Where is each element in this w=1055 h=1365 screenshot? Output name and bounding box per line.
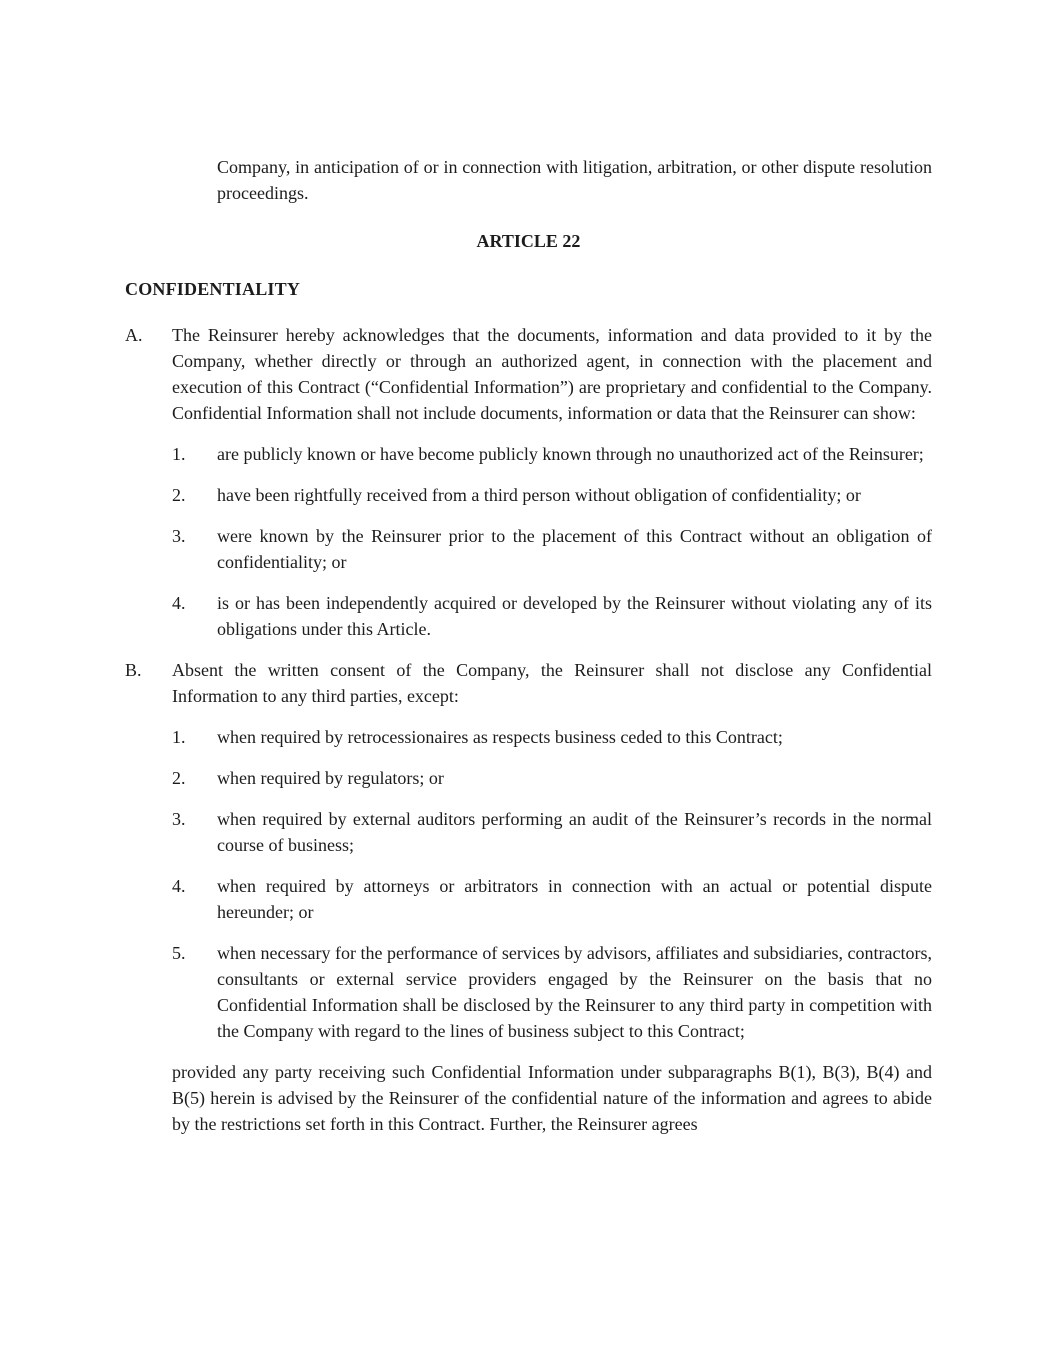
- item-number: 4.: [172, 593, 186, 613]
- clause-b-item-3: [172, 806, 932, 858]
- item-number: 2.: [172, 485, 186, 505]
- item-number: 4.: [172, 876, 186, 896]
- item-text: is or has been independently acquired or developed by the Reinsurer without violating any of its obligations under this Article.: [217, 593, 932, 639]
- clause-b-item-4: [172, 873, 932, 925]
- item-number: 1.: [172, 444, 186, 464]
- clause-b-item-2: [172, 765, 932, 791]
- item-text: are publicly known or have become publicly known through no unauthorized act of the Reinsurer;: [217, 444, 924, 464]
- clause-a-item-4: [172, 590, 932, 642]
- item-number: 1.: [172, 727, 186, 747]
- clause-a-item-2: [172, 482, 932, 508]
- clause-b-item-1: [172, 724, 932, 750]
- clause-a: [125, 322, 932, 642]
- closing-paragraph: provided any party receiving such Confidential Information under subparagraphs B(1), B(3), B(4) and B(5) herein is advised by the Reinsurer of the confidential nature of the information and agrees to abide by the restrictions set forth in this Contract. Further, the Reinsurer agrees: [172, 1062, 932, 1134]
- continuation-paragraph: Company, in anticipation of or in connection with litigation, arbitration, or other dispute resolution proceedings.: [217, 157, 932, 203]
- item-text: when required by regulators; or: [217, 768, 444, 788]
- clause-b-item-5: [172, 940, 932, 1044]
- item-text: when required by attorneys or arbitrators in connection with an actual or potential dispute hereunder; or: [217, 876, 932, 922]
- clause-a-item-3: [172, 523, 932, 575]
- clause-b-label: B.: [125, 660, 142, 680]
- clause-a-text: The Reinsurer hereby acknowledges that the documents, information and data provided to it by the Company, whether directly or through an authorized agent, in connection with the placement and execution of this Contract (“Confidential Information”) are proprietary and confidential to the Company. Confidential Information shall not include documents, information or data that the Reinsurer can show:: [172, 325, 932, 423]
- item-text: have been rightfully received from a third person without obligation of confidentiality; or: [217, 485, 861, 505]
- item-text: when required by retrocessionaires as respects business ceded to this Contract;: [217, 727, 783, 747]
- item-number: 5.: [172, 943, 186, 963]
- item-number: 2.: [172, 768, 186, 788]
- item-text: were known by the Reinsurer prior to the placement of this Contract without an obligation of confidentiality; or: [217, 526, 932, 572]
- clause-a-item-1: [172, 441, 932, 467]
- confidentiality-heading: CONFIDENTIALITY: [125, 279, 301, 299]
- item-text: when necessary for the performance of services by advisors, affiliates and subsidiaries, contractors, consultants or external service providers engaged by the Reinsurer on the basis that no Confidential Information shall be disclosed by the Reinsurer to any third party in competition with the Company with regard to the lines of business subject to this Contract;: [217, 943, 932, 1041]
- clause-b-text: Absent the written consent of the Company, the Reinsurer shall not disclose any Confidential Information to any third parties, except:: [172, 660, 932, 706]
- clause-a-body: [172, 322, 932, 642]
- clause-b-body: [172, 657, 932, 1044]
- item-text: when required by external auditors performing an audit of the Reinsurer’s records in the normal course of business;: [217, 809, 932, 855]
- item-number: 3.: [172, 809, 186, 829]
- clause-a-label: A.: [125, 325, 143, 345]
- article-heading: ARTICLE 22: [476, 231, 581, 251]
- item-number: 3.: [172, 526, 186, 546]
- clause-b: [125, 657, 932, 1044]
